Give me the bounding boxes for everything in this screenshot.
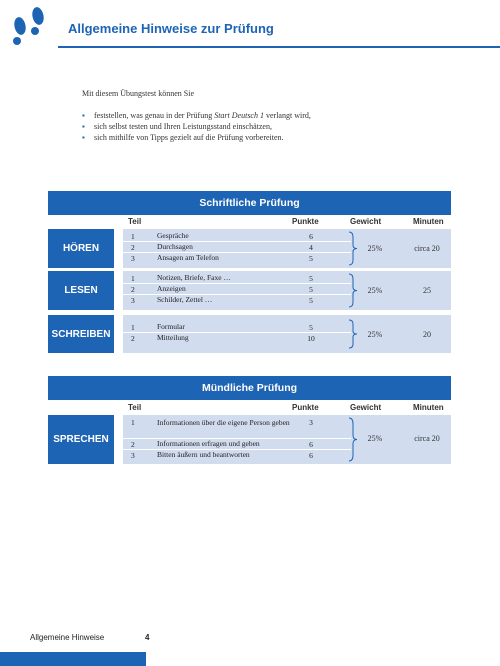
table-row: 1 Formular 5: [123, 322, 351, 333]
block-lesen: [48, 271, 451, 310]
table-row: 2 Durchsagen 4: [123, 242, 351, 253]
page-number: 4: [145, 633, 150, 642]
column-headers: [48, 403, 451, 413]
col-punkte: Punkte: [292, 403, 319, 412]
block-label: HÖREN: [48, 229, 114, 268]
block-body: [123, 415, 451, 464]
block-label: LESEN: [48, 271, 114, 310]
weight-value: 25%: [367, 330, 383, 339]
block-body: [123, 271, 451, 310]
minutes-value: circa 20: [414, 244, 440, 253]
page-title: Allgemeine Hinweise zur Prüfung: [68, 21, 274, 36]
brace-icon: [348, 319, 358, 349]
block-schreiben: [48, 315, 451, 353]
block-label: SPRECHEN: [48, 415, 114, 464]
block-hoeren: [48, 229, 451, 268]
table-row: 1 Notizen, Briefe, Faxe … 5: [123, 273, 351, 284]
block-body: [123, 229, 451, 268]
weight-value: 25%: [367, 286, 383, 295]
col-gewicht: Gewicht: [350, 403, 382, 412]
brace-icon: [348, 273, 358, 308]
section-title-schriftlich: Schriftliche Prüfung: [48, 191, 451, 215]
table-row: 1 Informationen über die eigene Person geben 3: [123, 417, 351, 439]
footer-bar: [0, 652, 146, 666]
weight-value: 25%: [367, 434, 383, 443]
section-title-muendlich: Mündliche Prüfung: [48, 376, 451, 400]
col-teil: Teil: [128, 403, 142, 412]
table-row: 2 Anzeigen 5: [123, 284, 351, 295]
brace-icon: [348, 231, 358, 266]
block-body: [123, 315, 451, 353]
col-punkte: Punkte: [292, 217, 319, 226]
weight-value: 25%: [367, 244, 383, 253]
intro-item: ▪ feststellen, was genau in der Prüfung Start Deutsch 1 verlangt wird,: [82, 110, 311, 121]
table-row: 3 Schilder, Zettel … 5: [131, 295, 313, 305]
col-minuten: Minuten: [413, 217, 444, 226]
footprints-icon: [6, 4, 52, 46]
table-row: 3 Bitten äußern und beantworten 6: [131, 450, 313, 460]
minutes-value: circa 20: [414, 434, 440, 443]
minutes-value: 20: [423, 330, 431, 339]
intro-lead: Mit diesem Übungstest können Sie: [82, 89, 194, 98]
minutes-value: 25: [423, 286, 431, 295]
table-row: 2 Mitteilung 10: [131, 333, 315, 343]
column-headers: [48, 217, 451, 227]
table-row: 2 Informationen erfragen und geben 6: [123, 439, 351, 450]
brace-icon: [348, 417, 358, 462]
table-row: 1 Gespräche 6: [123, 231, 351, 242]
block-label: SCHREIBEN: [48, 315, 114, 353]
footer-label: Allgemeine Hinweise: [30, 633, 105, 642]
header-divider: [58, 46, 500, 48]
col-teil: Teil: [128, 217, 142, 226]
block-sprechen: [48, 415, 451, 464]
exam-name: Start Deutsch 1: [214, 111, 264, 120]
table-row: 3 Ansagen am Telefon 5: [131, 253, 313, 263]
col-minuten: Minuten: [413, 403, 444, 412]
intro-text: [82, 88, 311, 143]
page-header: [0, 0, 500, 50]
col-gewicht: Gewicht: [350, 217, 382, 226]
intro-list: [82, 110, 311, 143]
intro-item: ▪ sich selbst testen und Ihren Leistungsstand einschätzen,: [82, 121, 311, 132]
intro-item: ▪ sich mithilfe von Tipps gezielt auf die Prüfung vorbereiten.: [82, 132, 311, 143]
